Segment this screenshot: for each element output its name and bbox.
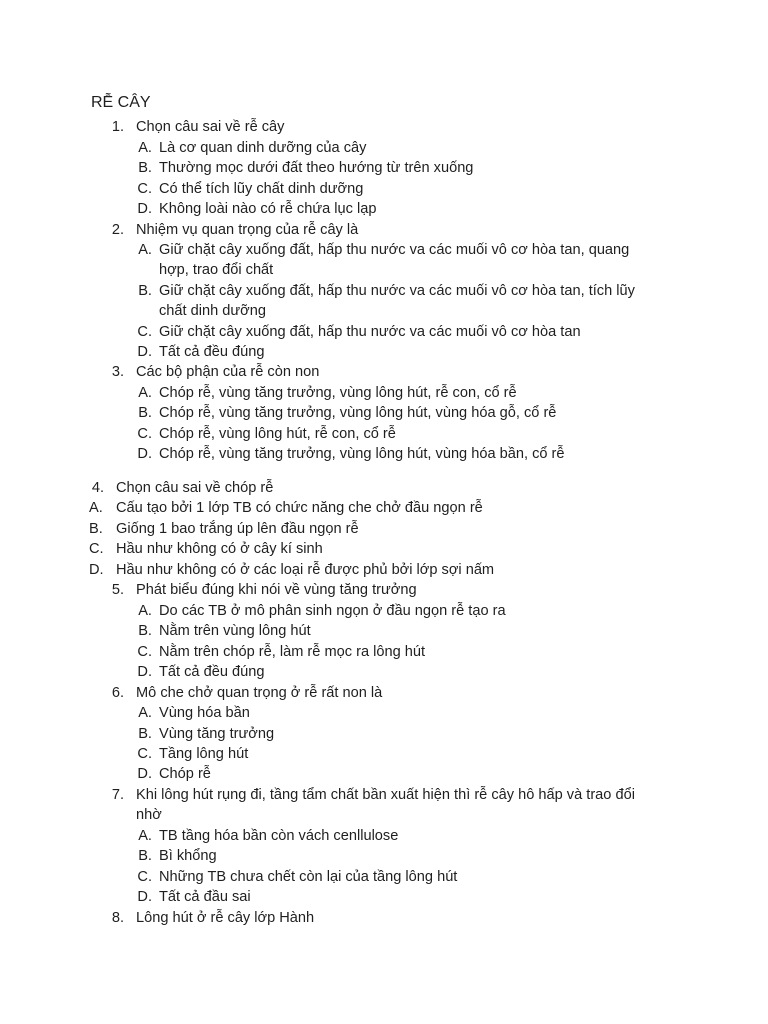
- option-letter: D.: [137, 344, 152, 360]
- option-text: Giữ chặt cây xuống đất, hấp thu nước va các muối vô cơ hòa tan, tích lũy: [159, 283, 635, 299]
- question-text: Nhiệm vụ quan trọng của rễ cây là: [136, 222, 359, 238]
- option-letter: A.: [138, 603, 152, 619]
- question-number: 6.: [111, 685, 124, 701]
- option-text: Hầu như không có ở các loại rễ được phủ bởi lớp sợi nấm: [116, 562, 495, 578]
- option-letter: A.: [138, 242, 152, 258]
- page-title: RỄ CÂY: [91, 94, 151, 111]
- option-text: Tất cả đầu sai: [159, 889, 251, 905]
- option-text: Chóp rễ, vùng lông hút, rễ con, cổ rễ: [159, 426, 396, 442]
- option-text: Nằm trên chóp rễ, làm rễ mọc ra lông hút: [159, 644, 426, 660]
- option-letter: B.: [138, 160, 152, 176]
- question-number: 1.: [111, 119, 124, 135]
- option-text: Chóp rễ: [159, 766, 211, 782]
- option-text: Là cơ quan dinh dưỡng của cây: [159, 140, 367, 156]
- option-text: Tầng lông hút: [159, 746, 249, 762]
- option-text: Giữ chặt cây xuống đất, hấp thu nước va các muối vô cơ hòa tan: [159, 324, 581, 340]
- question-text: Khi lông hút rụng đi, tầng tẩm chất bần xuất hiện thì rễ cây hô hấp và trao đổi: [136, 787, 635, 803]
- option-text: Tất cả đều đúng: [159, 664, 265, 680]
- option-letter: D.: [89, 562, 104, 578]
- option-letter: C.: [137, 746, 152, 762]
- option-letter: B.: [138, 726, 152, 742]
- option-letter: B.: [138, 405, 152, 421]
- question-number: 4.: [91, 480, 104, 496]
- option-letter: D.: [137, 889, 152, 905]
- option-text: Chóp rễ, vùng tăng trưởng, vùng lông hút, vùng hóa gỗ, cổ rễ: [159, 405, 557, 421]
- option-letter: B.: [89, 521, 103, 537]
- question-number: 2.: [111, 222, 124, 238]
- option-text: Chóp rễ, vùng tăng trưởng, vùng lông hút, vùng hóa bần, cổ rễ: [159, 446, 565, 462]
- option-text: Hầu như không có ở cây kí sinh: [116, 541, 323, 557]
- question-text: Chọn câu sai về chóp rễ: [116, 480, 274, 496]
- option-letter: A.: [138, 828, 152, 844]
- option-text: Tất cả đều đúng: [159, 344, 265, 360]
- option-letter: D.: [137, 446, 152, 462]
- option-letter: C.: [137, 324, 152, 340]
- option-letter: A.: [138, 705, 152, 721]
- question-number: 5.: [111, 582, 124, 598]
- question-text: Chọn câu sai về rễ cây: [136, 119, 285, 135]
- option-text: Do các TB ở mô phân sinh ngọn ở đầu ngọn rễ tạo ra: [159, 603, 506, 619]
- question-text: Các bộ phận của rễ còn non: [136, 364, 320, 380]
- option-letter: A.: [138, 385, 152, 401]
- question-text: Mô che chở quan trọng ở rễ rất non là: [136, 685, 383, 701]
- question-text: Phát biểu đúng khi nói về vùng tăng trưởng: [136, 582, 417, 598]
- option-text: Giống 1 bao trắng úp lên đầu ngọn rễ: [116, 521, 359, 537]
- option-text: Cấu tạo bởi 1 lớp TB có chức năng che chở đầu ngọn rễ: [116, 500, 483, 516]
- question-number: 7.: [111, 787, 124, 803]
- option-text: TB tầng hóa bần còn vách cenllulose: [159, 828, 399, 844]
- option-letter: B.: [138, 283, 152, 299]
- option-letter: C.: [137, 181, 152, 197]
- option-letter: C.: [137, 426, 152, 442]
- option-text: Thường mọc dưới đất theo hướng từ trên xuống: [159, 160, 474, 176]
- question-text: Lông hút ở rễ cây lớp Hành: [136, 910, 315, 926]
- option-text: Giữ chặt cây xuống đất, hấp thu nước va các muối vô cơ hòa tan, quang: [159, 242, 630, 258]
- option-letter: C.: [89, 541, 104, 557]
- option-letter: B.: [138, 623, 152, 639]
- option-letter: A.: [138, 140, 152, 156]
- question-number: 3.: [111, 364, 124, 380]
- question-text: nhờ: [136, 807, 162, 823]
- option-text: Những TB chưa chết còn lại của tầng lông hút: [159, 869, 458, 885]
- option-text: Không loài nào có rễ chứa lục lạp: [159, 201, 377, 217]
- option-letter: C.: [137, 644, 152, 660]
- option-letter: C.: [137, 869, 152, 885]
- option-text: chất dinh dưỡng: [159, 303, 266, 319]
- option-letter: D.: [137, 766, 152, 782]
- option-text: Vùng tăng trưởng: [159, 726, 275, 742]
- option-letter: B.: [138, 848, 152, 864]
- option-text: Bì khổng: [159, 848, 217, 864]
- option-letter: D.: [137, 201, 152, 217]
- option-letter: A.: [89, 500, 103, 516]
- option-text: hợp, trao đổi chất: [159, 262, 274, 278]
- option-text: Vùng hóa bần: [159, 705, 250, 721]
- option-text: Chóp rễ, vùng tăng trưởng, vùng lông hút, rễ con, cổ rễ: [159, 385, 517, 401]
- option-text: Nằm trên vùng lông hút: [159, 623, 311, 639]
- option-text: Có thể tích lũy chất dinh dưỡng: [159, 181, 364, 197]
- option-letter: D.: [137, 664, 152, 680]
- question-number: 8.: [111, 910, 124, 926]
